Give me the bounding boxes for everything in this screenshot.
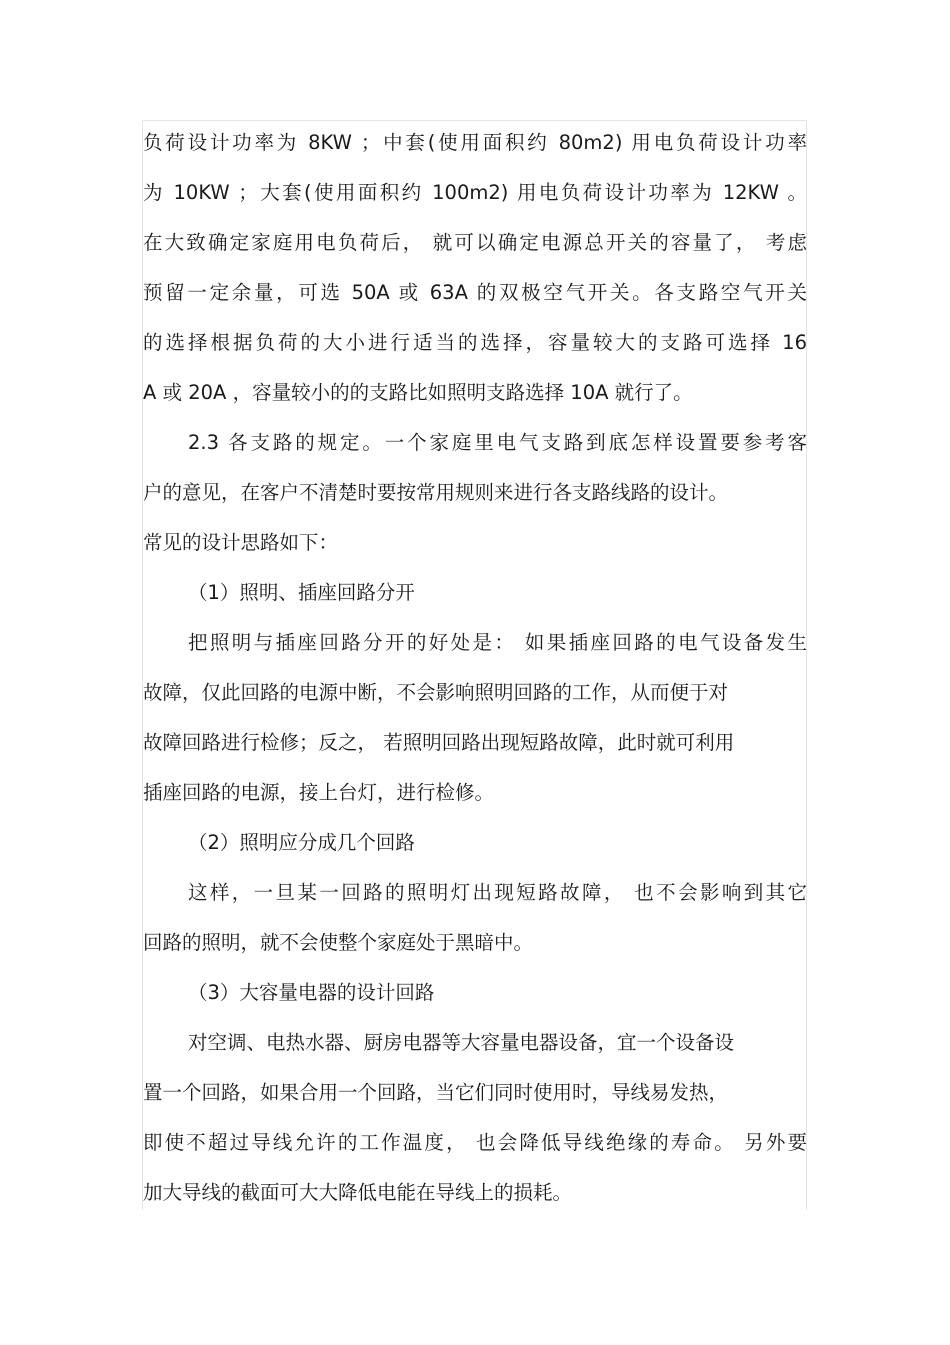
text-line-9: 常见的设计思路如下：: [143, 531, 339, 554]
text-line-11: 把照明与插座回路分开的好处是： 如果插座回路的电气设备发生: [188, 631, 807, 654]
text-line-16: 这样，一旦某一回路的照明灯出现短路故障， 也不会影响到其它: [188, 881, 807, 904]
text-line-13: 故障回路进行检修；反之， 若照明回路出现短路故障，此时就可利用: [143, 731, 735, 754]
list-item-2-heading: （2）照明应分成几个回路: [188, 831, 415, 854]
text-line-8: 户的意见，在客户不清楚时要按常用规则来进行各支路线路的设计。: [143, 481, 729, 504]
document-body: [143, 118, 807, 1218]
section-heading-2-3: 2.3 各支路的规定。一个家庭里电气支路到底怎样设置要参考客: [188, 431, 807, 454]
text-line-14: 插座回路的电源，接上台灯，进行检修。: [143, 781, 495, 804]
list-item-3-heading: （3）大容量电器的设计回路: [188, 981, 435, 1004]
text-line-22: 加大导线的截面可大大降低电能在导线上的损耗。: [143, 1181, 573, 1204]
text-line-4: 预留一定余量，可选 50A 或 63A 的双极空气开关。各支路空气开关: [143, 281, 807, 304]
text-line-2: 为 10KW ；大套(使用面积约 100m2) 用电负荷设计功率为 12KW 。: [143, 181, 807, 204]
text-line-21: 即使不超过导线允许的工作温度， 也会降低导线绝缘的寿命。 另外要: [143, 1131, 807, 1154]
text-line-20: 置一个回路，如果合用一个回路，当它们同时使用时，导线易发热，: [143, 1081, 729, 1104]
list-item-1-heading: （1）照明、插座回路分开: [188, 581, 415, 604]
text-line-6: A 或 20A ，容量较小的的支路比如照明支路选择 10A 就行了。: [143, 381, 693, 404]
text-line-17: 回路的照明，就不会使整个家庭处于黑暗中。: [143, 931, 534, 954]
text-line-12: 故障，仅此回路的电源中断，不会影响照明回路的工作，从而便于对: [143, 681, 729, 704]
text-line-19: 对空调、电热水器、厨房电器等大容量电器设备，宜一个设备设: [188, 1031, 735, 1054]
text-line-5: 的选择根据负荷的大小进行适当的选择，容量较大的支路可选择 16: [143, 331, 807, 354]
text-line-3: 在大致确定家庭用电负荷后， 就可以确定电源总开关的容量了， 考虑: [143, 231, 807, 254]
text-line-1: 负荷设计功率为 8KW ；中套(使用面积约 80m2) 用电负荷设计功率: [143, 131, 807, 154]
